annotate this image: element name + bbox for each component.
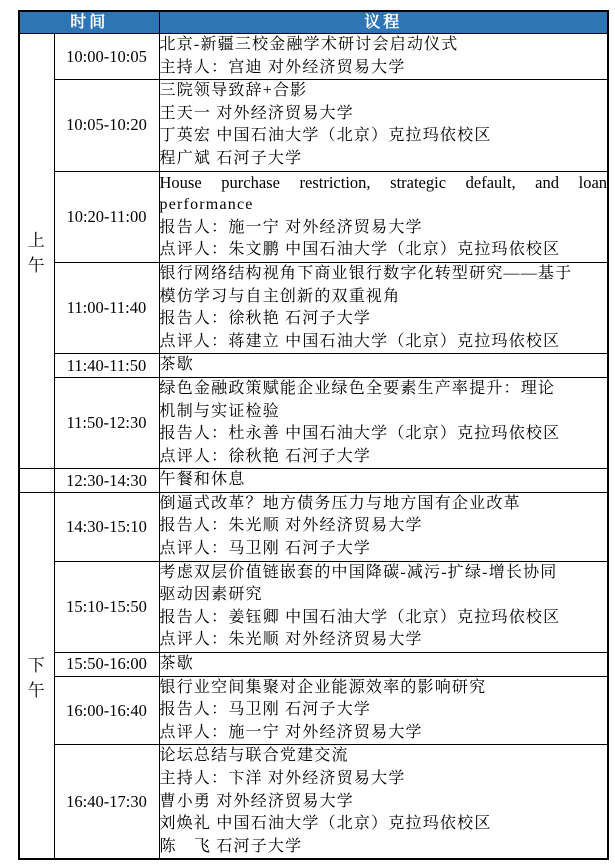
agenda-cell — [159, 676, 608, 745]
agenda-line: 程广斌 石河子大学 — [159, 149, 303, 167]
agenda-column-header: 议程 — [159, 11, 608, 34]
agenda-cell — [159, 492, 608, 561]
agenda-line: 茶歇 — [159, 356, 194, 374]
agenda-line: 主持人：卞洋 对外经济贸易大学 — [159, 770, 406, 787]
agenda-row — [19, 377, 608, 468]
agenda-line: 论坛总结与联合党建交流 — [159, 747, 349, 765]
agenda-line: 王天一 对外经济贸易大学 — [159, 104, 354, 122]
agenda-line: 主持人：宫迪 对外经济贸易大学 — [159, 58, 406, 76]
time-cell: 16:40-17:30 — [54, 745, 159, 859]
agenda-line: 刘焕礼 中国石油大学（北京）克拉玛依校区 — [159, 815, 492, 833]
agenda-row — [19, 171, 608, 262]
header-row — [19, 11, 608, 34]
time-cell: 12:30-14:30 — [54, 469, 159, 493]
agenda-line: 点评人：施一宁 对外经济贸易大学 — [159, 723, 423, 741]
time-cell: 10:00-10:05 — [54, 34, 159, 80]
time-cell: 14:30-15:10 — [54, 492, 159, 561]
agenda-cell — [159, 745, 608, 859]
time-column-header: 时间 — [19, 11, 159, 34]
agenda-line: 驱动因素研究 — [159, 586, 263, 604]
agenda-cell — [159, 80, 608, 171]
agenda-row — [19, 354, 608, 378]
time-cell: 15:50-16:00 — [54, 653, 159, 677]
agenda-line: 点评人：朱光顺 对外经济贸易大学 — [159, 631, 423, 649]
agenda-line: 陈 飞 石河子大学 — [159, 837, 303, 855]
agenda-line: 丁英宏 中国石油大学（北京）克拉玛依校区 — [159, 127, 492, 145]
agenda-line: 模仿学习与自主创新的双重视角 — [159, 287, 401, 305]
agenda-cell — [159, 561, 608, 652]
agenda-line: 绿色金融政策赋能企业绿色全要素生产率提升：理论 — [159, 379, 556, 397]
agenda-cell — [159, 262, 608, 353]
agenda-line: 点评人：蒋建立 中国石油大学（北京）克拉玛依校区 — [159, 332, 561, 350]
agenda-line: 报告人：朱光顺 对外经济贸易大学 — [159, 517, 423, 535]
agenda-line: 北京-新疆三校金融学术研讨会启动仪式 — [159, 36, 459, 53]
period-cell-empty — [19, 469, 54, 493]
agenda-line: 银行网络结构视角下商业银行数字化转型研究——基于 — [159, 264, 573, 282]
agenda-row — [19, 262, 608, 353]
agenda-line: 点评人：马卫刚 石河子大学 — [159, 540, 372, 558]
time-cell: 10:05-10:20 — [54, 80, 159, 171]
agenda-cell — [159, 171, 608, 262]
agenda-row — [19, 745, 608, 859]
agenda-line: 点评人：朱文鹏 中国石油大学（北京）克拉玛依校区 — [159, 241, 561, 259]
agenda-cell — [159, 377, 608, 468]
agenda-line: 报告人：姜钰卿 中国石油大学（北京）克拉玛依校区 — [159, 608, 561, 626]
agenda-line: 银行业空间集聚对企业能源效率的影响研究 — [159, 678, 487, 696]
agenda-cell — [159, 354, 608, 378]
time-cell: 15:10-15:50 — [54, 561, 159, 652]
agenda-line: 茶歇 — [159, 655, 194, 673]
agenda-cell — [159, 653, 608, 677]
agenda-line: 三院领导致辞+合影 — [159, 82, 308, 100]
time-cell: 11:50-12:30 — [54, 377, 159, 468]
agenda-row — [19, 34, 608, 80]
agenda-row — [19, 469, 608, 493]
agenda-line: House purchase restriction, strategic default, and loan — [159, 172, 608, 192]
agenda-row — [19, 80, 608, 171]
agenda-line: 报告人：杜永善 中国石油大学（北京）克拉玛依校区 — [159, 425, 561, 443]
agenda-row — [19, 653, 608, 677]
agenda-line: 点评人：徐秋艳 石河子大学 — [159, 447, 372, 465]
agenda-line: 曹小勇 对外经济贸易大学 — [159, 792, 354, 810]
agenda-table — [18, 10, 609, 860]
agenda-row — [19, 492, 608, 561]
agenda-cell — [159, 34, 608, 80]
time-cell: 11:00-11:40 — [54, 262, 159, 353]
time-cell: 10:20-11:00 — [54, 171, 159, 262]
agenda-line: 报告人：马卫刚 石河子大学 — [159, 701, 372, 719]
agenda-line: 报告人：施一宁 对外经济贸易大学 — [159, 218, 423, 236]
period-cell: 上午 — [19, 34, 54, 469]
agenda-line: 考虑双层价值链嵌套的中国降碳-减污-扩绿-增长协同 — [159, 563, 558, 581]
agenda-cell — [159, 469, 608, 493]
agenda-row — [19, 561, 608, 652]
period-cell: 下午 — [19, 492, 54, 859]
agenda-table-body — [19, 34, 608, 860]
time-cell: 16:00-16:40 — [54, 676, 159, 745]
agenda-row — [19, 676, 608, 745]
agenda-line: 报告人：徐秋艳 石河子大学 — [159, 310, 372, 328]
agenda-line: performance — [159, 196, 254, 214]
time-cell: 11:40-11:50 — [54, 354, 159, 378]
agenda-line: 倒逼式改革？地方债务压力与地方国有企业改革 — [159, 494, 521, 512]
agenda-line: 机制与实证检验 — [159, 402, 280, 420]
agenda-line: 午餐和休息 — [159, 471, 246, 489]
